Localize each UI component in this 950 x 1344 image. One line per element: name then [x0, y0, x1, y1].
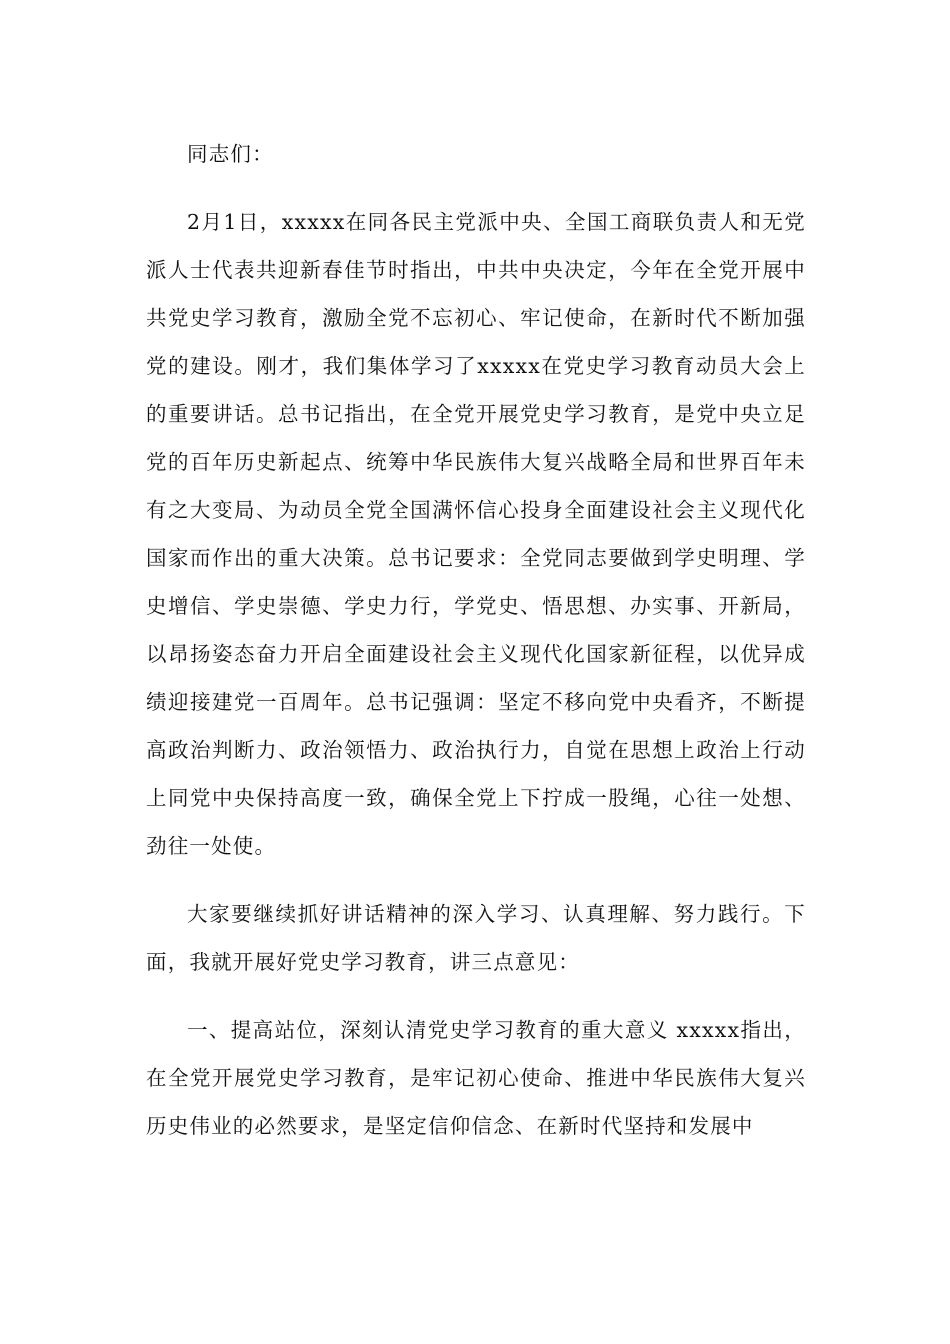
paragraph-2: 大家要继续抓好讲话精神的深入学习、认真理解、努力践行。下面，我就开展好党史学习教育，讲三点意见：	[146, 902, 806, 974]
paragraph-1: 2月1日，xxxxx在同各民主党派中央、全国工商联负责人和无党派人士代表共迎新春佳节时指出，中共中央决定，今年在全党开展中共党史学习教育，激励全党不忘初心、牢记使命，在新时代不断加强党的建设。刚才，我们集体学习了xxxxx在党史学习教育动员大会上的重要讲话。总书记指出，在全党开展党史学习教育，是党中央立足党的百年历史新起点、统筹中华民族伟大复兴战略全局和世界百年未有之大变局、为动员全党全国满怀信心投身全面建设社会主义现代化国家而作出的重大决策。总书记要求：全党同志要做到学史明理、学史增信、学史崇德、学史力行，学党史、悟思想、办实事、开新局，以昂扬姿态奋力开启全面建设社会主义现代化国家新征程，以优异成绩迎接建党一百周年。总书记强调：坚定不移向党中央看齐，不断提高政治判断力、政治领悟力、政治执行力，自觉在思想上政治上行动上同党中央保持高度一致，确保全党上下拧成一股绳，心往一处想、劲往一处使。	[146, 210, 806, 858]
greeting: 同志们：	[187, 142, 274, 166]
document-body	[146, 130, 806, 1150]
paragraph-3: 一、提高站位，深刻认清党史学习教育的重大意义 xxxxx指出，在全党开展党史学习教育，是牢记初心使命、推进中华民族伟大复兴历史伟业的必然要求，是坚定信仰信念、在新时代坚持和发展中	[146, 1018, 806, 1138]
